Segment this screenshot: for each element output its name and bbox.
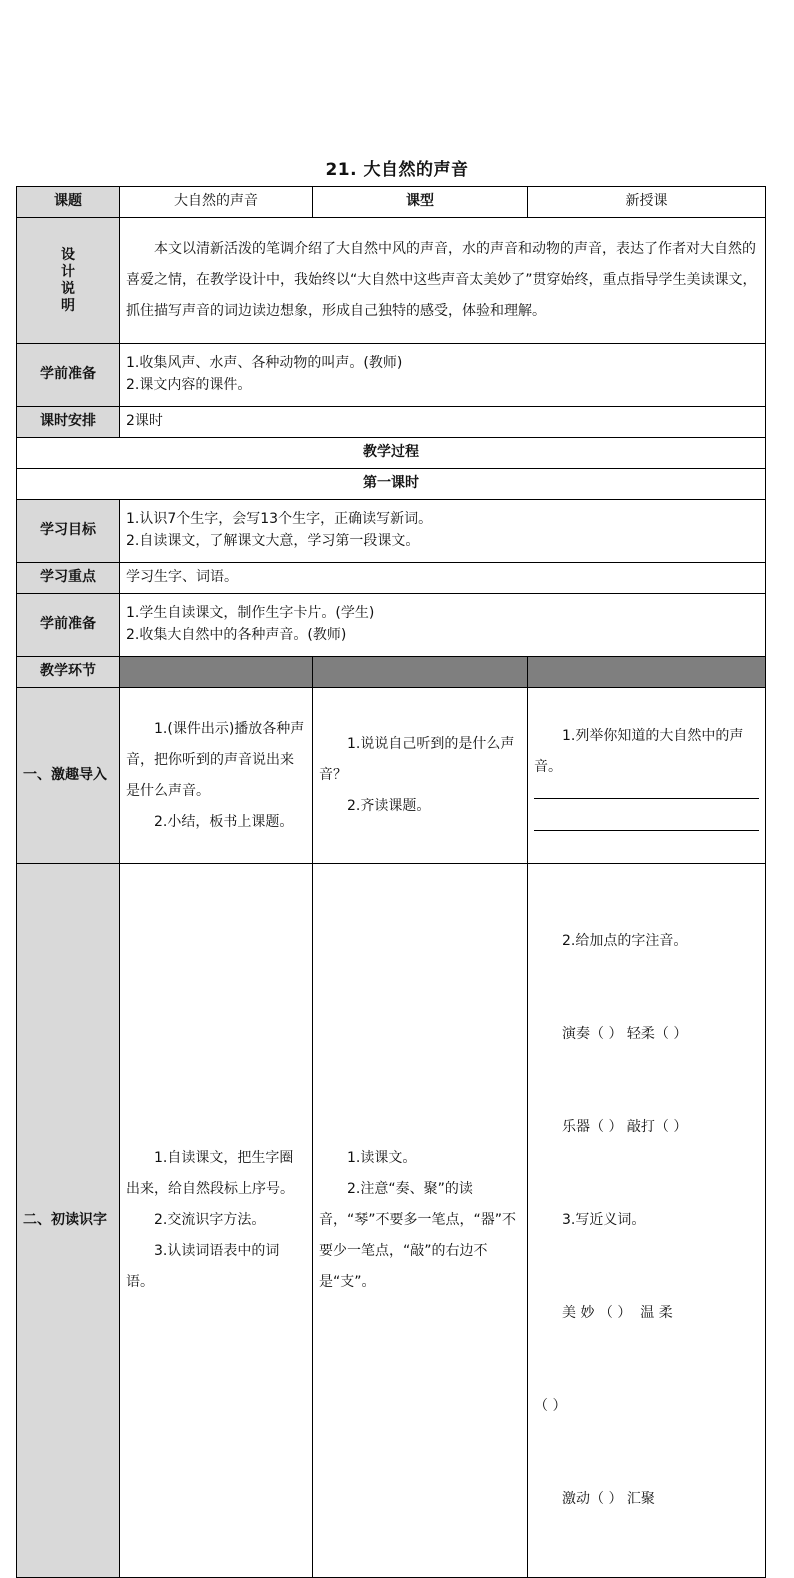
stage2-exercise-line: 美 妙 （ ） 温 柔 xyxy=(562,1305,673,1321)
prep1-line: 1.收集风声、水声、各种动物的叫声。(教师) xyxy=(126,355,403,372)
goals-row xyxy=(17,500,766,563)
steps-header-exercise xyxy=(528,657,766,688)
stage1-exercise-cell xyxy=(528,688,766,864)
process-heading: 教学过程 xyxy=(17,438,766,469)
prep1-cell xyxy=(120,344,766,407)
design-label-char: 明 xyxy=(60,297,75,314)
goals-label: 学习目标 xyxy=(17,500,120,563)
stage2-exercise-line: 乐器（ ） 敲打（ ） xyxy=(562,1119,688,1135)
topic-row xyxy=(17,187,766,218)
type-value: 新授课 xyxy=(528,187,766,218)
design-label xyxy=(17,218,120,344)
answer-blank-line xyxy=(534,829,759,831)
prep2-row xyxy=(17,594,766,657)
stage2-student-line: 1.读课文。 xyxy=(347,1150,417,1166)
goal-line: 1.认识7个生字，会写13个生字，正确读写新词。 xyxy=(126,511,433,528)
stage2-exercise-line: 2.给加点的字注音。 xyxy=(562,933,688,949)
stage2-row xyxy=(17,864,766,1578)
stage2-student-line: 2.注意“奏、聚”的读音，“琴”不要多一笔点，“器”不要少一笔点，“敲”的右边不是“支”。 xyxy=(319,1181,517,1290)
answer-blank-line xyxy=(534,797,759,799)
stage1-student-cell xyxy=(313,688,528,864)
stage2-student-cell xyxy=(313,864,528,1578)
prep2-line: 2.收集大自然中的各种声音。(教师) xyxy=(126,627,347,643)
topic-label: 课题 xyxy=(17,187,120,218)
design-label-char: 说 xyxy=(60,280,75,297)
schedule-label: 课时安排 xyxy=(17,407,120,438)
prep1-row xyxy=(17,344,766,407)
stage1-teacher-line: 2.小结，板书上课题。 xyxy=(154,813,294,830)
focus-value: 学习生字、词语。 xyxy=(120,563,766,594)
stage2-teacher-line: 3.认读词语表中的词语。 xyxy=(126,1243,280,1290)
focus-label: 学习重点 xyxy=(17,563,120,594)
stage1-label: 一、激趣导入 xyxy=(17,688,120,864)
prep2-line: 1.学生自读课文，制作生字卡片。(学生) xyxy=(126,605,375,622)
topic-value: 大自然的声音 xyxy=(120,187,313,218)
stage1-student-line: 2.齐读课题。 xyxy=(347,798,431,814)
process-heading-row xyxy=(17,438,766,469)
prep1-line: 2.课文内容的课件。 xyxy=(126,377,252,393)
design-text-cell xyxy=(120,218,766,344)
stage1-row xyxy=(17,688,766,864)
steps-header-row xyxy=(17,657,766,688)
steps-header-teacher xyxy=(120,657,313,688)
stage2-teacher-line: 2.交流识字方法。 xyxy=(154,1212,266,1228)
design-text: 本文以清新活泼的笔调介绍了大自然中风的声音，水的声音和动物的声音，表达了作者对大自然的喜爱之情，在教学设计中，我始终以“大自然中这些声音太美妙了”贯穿始终，重点指导学生美读课文，抓住描写声音的词边读边想象，形成自己独特的感受，体验和理解。 xyxy=(126,241,757,319)
schedule-row xyxy=(17,407,766,438)
lesson-plan-table xyxy=(16,186,766,1578)
prep2-label: 学前准备 xyxy=(17,594,120,657)
stage1-exercise-line: 1.列举你知道的大自然中的声音。 xyxy=(534,727,744,775)
schedule-value: 2课时 xyxy=(120,407,766,438)
stage1-teacher-cell xyxy=(120,688,313,864)
goal-line: 2.自读课文，了解课文大意，学习第一段课文。 xyxy=(126,533,420,549)
stage2-label: 二、初读识字 xyxy=(17,864,120,1578)
goals-cell xyxy=(120,500,766,563)
stage2-teacher-cell xyxy=(120,864,313,1578)
first-lesson-heading: 第一课时 xyxy=(17,469,766,500)
design-label-char: 计 xyxy=(60,263,75,280)
focus-row xyxy=(17,563,766,594)
stage2-exercise-cell xyxy=(528,864,766,1578)
prep1-label: 学前准备 xyxy=(17,344,120,407)
design-label-char: 设 xyxy=(60,246,75,263)
stage2-exercise-line: 激动（ ） 汇聚 xyxy=(562,1491,655,1507)
steps-header-student xyxy=(313,657,528,688)
steps-header-label: 教学环节 xyxy=(17,657,120,688)
prep2-cell xyxy=(120,594,766,657)
page-title: 21. 大自然的声音 xyxy=(325,160,469,180)
stage2-exercise-line: 演奏（ ） 轻柔（ ） xyxy=(562,1026,688,1042)
first-lesson-row xyxy=(17,469,766,500)
stage2-exercise-line: （ ） xyxy=(534,1398,567,1414)
stage1-student-line: 1.说说自己听到的是什么声音？ xyxy=(319,736,515,783)
type-label: 课型 xyxy=(313,187,528,218)
stage2-teacher-line: 1.自读课文，把生字圈出来，给自然段标上序号。 xyxy=(126,1150,294,1197)
design-row xyxy=(17,218,766,344)
stage2-exercise-line: 3.写近义词。 xyxy=(562,1212,646,1228)
stage1-teacher-line: 1.(课件出示)播放各种声音，把你听到的声音说出来是什么声音。 xyxy=(126,720,305,799)
